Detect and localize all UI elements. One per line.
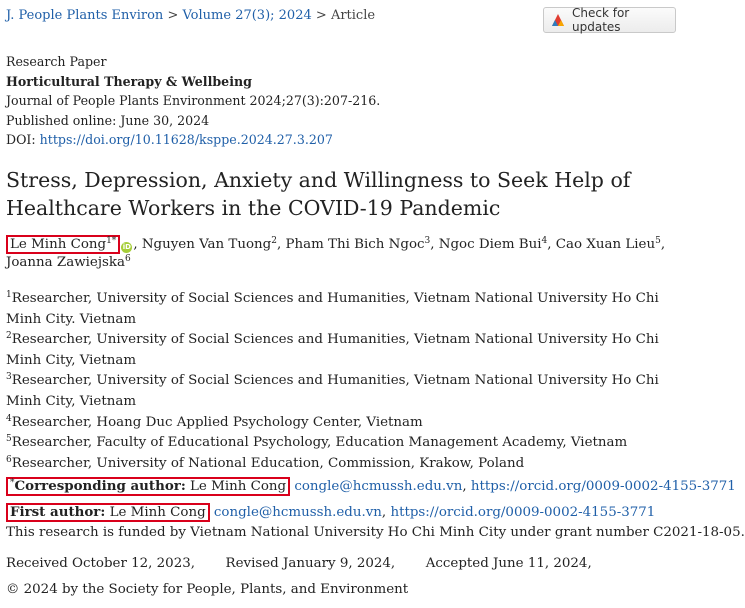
doi-row — [6, 130, 380, 150]
affiliation-text: Researcher, University of Social Sciences and Humanities, Vietnam National University Ho Chi Minh City, Vietnam — [6, 332, 659, 368]
corresponding-highlight-box — [6, 477, 290, 496]
article-meta — [6, 52, 380, 150]
affiliation-text: Researcher, University of National Education, Commission, Krakow, Poland — [11, 455, 525, 471]
revised-date: Revised January 9, 2024, — [225, 556, 396, 571]
breadcrumb-current: Article — [330, 8, 376, 23]
affiliation-sup: 6 — [6, 454, 12, 465]
affiliation-text: Researcher, University of Social Sciences and Humanities, Vietnam National University Ho Chi Minh City. Vietnam — [6, 291, 659, 327]
author-sup: 2 — [271, 236, 277, 246]
separator: , — [462, 479, 467, 494]
first-author-row — [6, 504, 655, 520]
breadcrumb-separator: > — [315, 8, 327, 23]
corresponding-sup: * — [10, 478, 15, 488]
author-sup: 3 — [424, 236, 431, 246]
author-list: Le Minh Cong$^{1*}$iD , Nguyen Van Tuong$^2$, Pham Thi Bich Ngoc$^3$, Ngoc Diem Bui$^4$, Cao Xuan Lieu$^5$, Joanna Zawiejska$^6$ — [6, 236, 666, 270]
author-sup: 5 — [655, 236, 661, 246]
affiliation-item — [6, 454, 696, 475]
corresponding-author-row — [6, 478, 736, 494]
check-for-updates-button[interactable] — [543, 7, 676, 33]
article-section: Horticultural Therapy & Wellbeing — [6, 73, 252, 89]
breadcrumb-journal-link[interactable]: J. People Plants Environ — [6, 8, 164, 23]
author-name[interactable]: Joanna Zawiejska — [6, 254, 125, 270]
affiliation-sup: 4 — [6, 413, 12, 424]
first-author-label: First author: — [10, 504, 106, 520]
affiliation-item — [6, 289, 696, 330]
first-author-orcid-link[interactable]: https://orcid.org/0009-0002-4155-3771 — [390, 505, 656, 520]
article-dates — [6, 556, 592, 571]
author-name[interactable]: Nguyen Van Tuong — [141, 237, 272, 252]
doi-link[interactable]: https://doi.org/10.11628/ksppe.2024.27.3.207 — [39, 132, 333, 148]
check-for-updates-label: Check for updates — [572, 6, 630, 34]
author-name[interactable]: Pham Thi Bich Ngoc — [285, 237, 425, 252]
funding-note: This research is funded by Vietnam National University Ho Chi Minh City under grant number C2021-18-05. — [6, 525, 745, 540]
affiliation-sup: 3 — [6, 372, 12, 383]
affiliation-text: Researcher, University of Social Sciences and Humanities, Vietnam National University Ho Chi Minh City, Vietnam — [6, 373, 659, 409]
author-sup: 6 — [124, 253, 131, 264]
first-author-highlight-box — [6, 503, 210, 522]
affiliation-sup: 2 — [6, 331, 12, 342]
accepted-date: Accepted June 11, 2024, — [425, 556, 592, 571]
breadcrumb — [6, 8, 375, 23]
affiliation-sup: 5 — [6, 434, 12, 445]
copyright: © 2024 by the Society for People, Plants, and Environment — [6, 582, 409, 597]
first-author-name: Le Minh Cong — [109, 505, 206, 520]
affiliation-item — [6, 330, 696, 371]
author-sup: 1* — [106, 236, 117, 246]
affiliation-item — [6, 371, 696, 412]
affiliation-text: Researcher, Hoang Duc Applied Psychology Center, Vietnam — [11, 414, 423, 430]
orcid-icon[interactable]: iD — [122, 243, 131, 251]
published-date: Published online: June 30, 2024 — [6, 112, 210, 128]
breadcrumb-separator: > — [167, 8, 179, 23]
author-name[interactable]: Ngoc Diem Bui — [438, 237, 542, 252]
corresponding-name: Le Minh Cong — [190, 479, 287, 494]
affiliation-item — [6, 433, 696, 454]
affiliation-sup: 1 — [6, 290, 12, 300]
author-name[interactable]: Cao Xuan Lieu — [555, 237, 656, 252]
corresponding-orcid-link[interactable]: https://orcid.org/0009-0002-4155-3771 — [470, 479, 736, 494]
author-highlight-box — [6, 235, 120, 254]
article-type: Research Paper — [6, 54, 107, 69]
affiliation-item — [6, 413, 696, 434]
affiliation-list — [6, 289, 696, 474]
check-for-updates-icon — [550, 12, 566, 28]
doi-label: DOI: — [6, 132, 36, 148]
author-sup: 4 — [541, 236, 548, 246]
author-name[interactable]: Le Minh Cong — [10, 237, 107, 252]
affiliation-text: Researcher, Faculty of Educational Psychology, Education Management Academy, Vietnam — [11, 435, 628, 451]
separator: , — [381, 505, 387, 520]
breadcrumb-volume-link[interactable]: Volume 27(3); 2024 — [182, 8, 312, 23]
received-date: Received October 12, 2023, — [6, 556, 195, 571]
first-author-email-link[interactable]: congle@hcmussh.edu.vn — [213, 505, 382, 520]
article-title: Stress, Depression, Anxiety and Willingness to Seek Help of Healthcare Workers in the COVID-19 Pandemic — [6, 168, 631, 220]
citation: Journal of People Plants Environment 2024;27(3):207-216. — [6, 93, 381, 109]
corresponding-email-link[interactable]: congle@hcmussh.edu.vn — [294, 479, 463, 494]
corresponding-label: Corresponding author: — [14, 478, 186, 494]
